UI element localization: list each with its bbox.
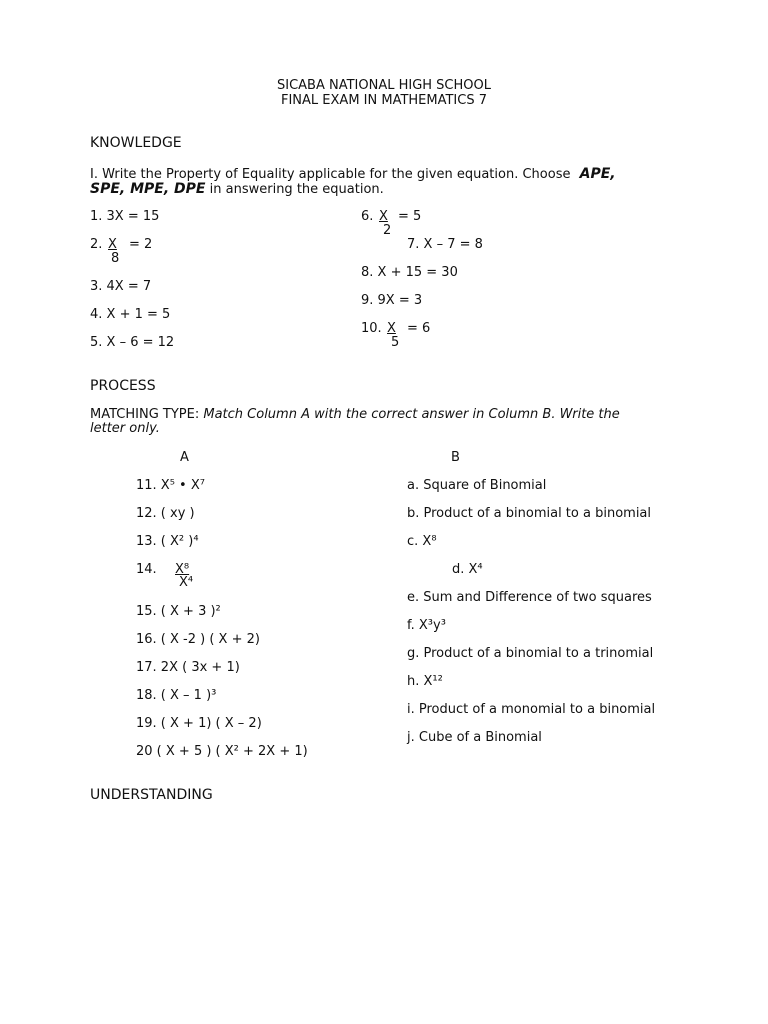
column-a-item-11: 11. X⁵ • X⁷ [136,478,205,493]
school-name: SICABA NATIONAL HIGH SCHOOL [276,78,491,93]
column-b-item-c: c. X⁸ [407,534,437,549]
fraction-numerator: X⁸ [175,562,190,577]
column-b-header: B [451,450,460,465]
knowledge-item-2 [90,237,290,269]
knowledge-instruction-line2 [90,181,384,198]
process-heading: PROCESS [90,378,156,394]
knowledge-item-5: 5. X – 6 = 12 [90,335,175,350]
column-a-item-17: 17. 2X ( 3x + 1) [136,660,240,675]
matching-instruction-line2: letter only. [90,421,160,436]
item-number: 10. [361,321,382,336]
column-b-item-b: b. Product of a binomial to a binomial [407,506,652,521]
column-a-item-16: 16. ( X -2 ) ( X + 2) [136,632,260,647]
column-b-item-i: i. Product of a monomial to a binomial [407,702,656,717]
matching-label: MATCHING TYPE: [90,407,200,422]
knowledge-item-3: 3. 4X = 7 [90,279,152,294]
equation-rest: = 2 [129,237,153,252]
choices-line2: SPE, MPE, DPE [90,181,206,197]
knowledge-item-9: 9. 9X = 3 [361,293,423,308]
understanding-heading: UNDERSTANDING [90,787,213,803]
knowledge-item-4: 4. X + 1 = 5 [90,307,171,322]
instruction-text-post: in answering the equation. [209,182,384,197]
column-b-item-j: j. Cube of a Binomial [407,730,542,745]
fraction-denominator: 8 [111,251,120,266]
column-a-item-12: 12. ( xy ) [136,506,195,521]
knowledge-item-7: 7. X – 7 = 8 [407,237,483,252]
column-b-item-a: a. Square of Binomial [407,478,547,493]
column-b-item-g: g. Product of a binomial to a trinomial [407,646,654,661]
column-a-item-18: 18. ( X – 1 )³ [136,688,217,703]
column-a-item-14 [136,562,256,592]
item-number: 2. [90,237,103,252]
fraction-denominator: 5 [391,335,400,350]
column-a-item-20: 20 ( X + 5 ) ( X² + 2X + 1) [136,744,308,759]
item-number: 14. [136,562,157,577]
fraction-numerator: X [379,209,388,224]
fraction-denominator: 2 [383,223,392,238]
exam-title: FINAL EXAM IN MATHEMATICS 7 [281,93,487,108]
equation-rest: = 5 [398,209,422,224]
knowledge-heading: KNOWLEDGE [90,135,182,151]
item-number: 6. [361,209,374,224]
column-b-item-d: d. X⁴ [452,562,483,577]
column-b-item-h: h. X¹² [407,674,443,689]
knowledge-item-10 [361,321,561,353]
column-a-item-15: 15. ( X + 3 )² [136,604,221,619]
fraction-numerator: X [387,321,396,336]
instruction-text: I. Write the Property of Equality applicable for the given equation. Choose [90,167,571,182]
choices-line1: APE, [579,166,616,182]
fraction-denominator: X⁴ [179,575,194,590]
column-b-item-f: f. X³y³ [407,618,446,633]
column-b-item-e: e. Sum and Difference of two squares [407,590,652,605]
equation-rest: = 6 [407,321,431,336]
column-a-item-13: 13. ( X² )⁴ [136,534,199,549]
column-a-header: A [180,450,189,465]
column-a-item-19: 19. ( X + 1) ( X – 2) [136,716,262,731]
knowledge-item-1: 1. 3X = 15 [90,209,160,224]
knowledge-item-8: 8. X + 15 = 30 [361,265,458,280]
matching-instruction: Match Column A with the correct answer in Column B. Write the [203,407,620,422]
matching-instruction-line1 [90,407,620,423]
fraction-numerator: X [108,237,117,252]
